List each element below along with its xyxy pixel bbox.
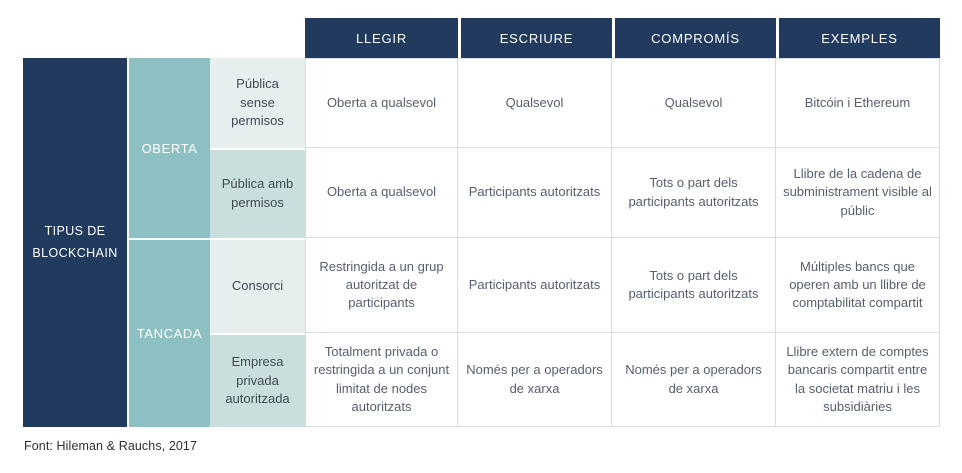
column-header-exemples: EXEMPLES [776, 18, 940, 58]
data-cell: Tots o part dels participants autoritzats [612, 238, 776, 333]
blockchain-types-table [23, 18, 940, 427]
data-cell: Llibre extern de comptes bancaris compartit entre la societat matriu i les subsidiàries [776, 333, 940, 427]
data-cell: Participants autoritzats [458, 148, 612, 238]
category-consorci: Consorci [210, 238, 305, 333]
data-cell: Llibre de la cadena de subministrament visible al públic [776, 148, 940, 238]
data-cell: Múltiples bancs que operen amb un llibre de comptabilitat compartit [776, 238, 940, 333]
data-cell: Només per a operadors de xarxa [612, 333, 776, 427]
data-cell: Restringida a un grup autoritzat de participants [305, 238, 458, 333]
data-cell: Qualsevol [612, 58, 776, 148]
data-cell: Qualsevol [458, 58, 612, 148]
table-corner-label: TIPUS DE BLOCKCHAIN [23, 58, 127, 427]
column-header-compromis: COMPROMÍS [612, 18, 776, 58]
data-cell: Oberta a qualsevol [305, 148, 458, 238]
category-empresa-privada: Empresa privada autoritzada [210, 333, 305, 427]
category-publica-sense-permisos: Pública sense permisos [210, 58, 305, 148]
category-publica-amb-permisos: Pública amb permisos [210, 148, 305, 238]
row-group-oberta: OBERTA [127, 58, 210, 238]
data-cell: Bitcóin i Ethereum [776, 58, 940, 148]
column-header-llegir: LLEGIR [305, 18, 458, 58]
data-cell: Totalment privada o restringida a un conjunt limitat de nodes autoritzats [305, 333, 458, 427]
data-cell: Només per a operadors de xarxa [458, 333, 612, 427]
data-cell: Oberta a qualsevol [305, 58, 458, 148]
column-header-escriure: ESCRIURE [458, 18, 612, 58]
data-cell: Participants autoritzats [458, 238, 612, 333]
source-note: Font: Hileman & Rauchs, 2017 [24, 439, 198, 453]
data-cell: Tots o part dels participants autoritzats [612, 148, 776, 238]
row-group-tancada: TANCADA [127, 238, 210, 427]
